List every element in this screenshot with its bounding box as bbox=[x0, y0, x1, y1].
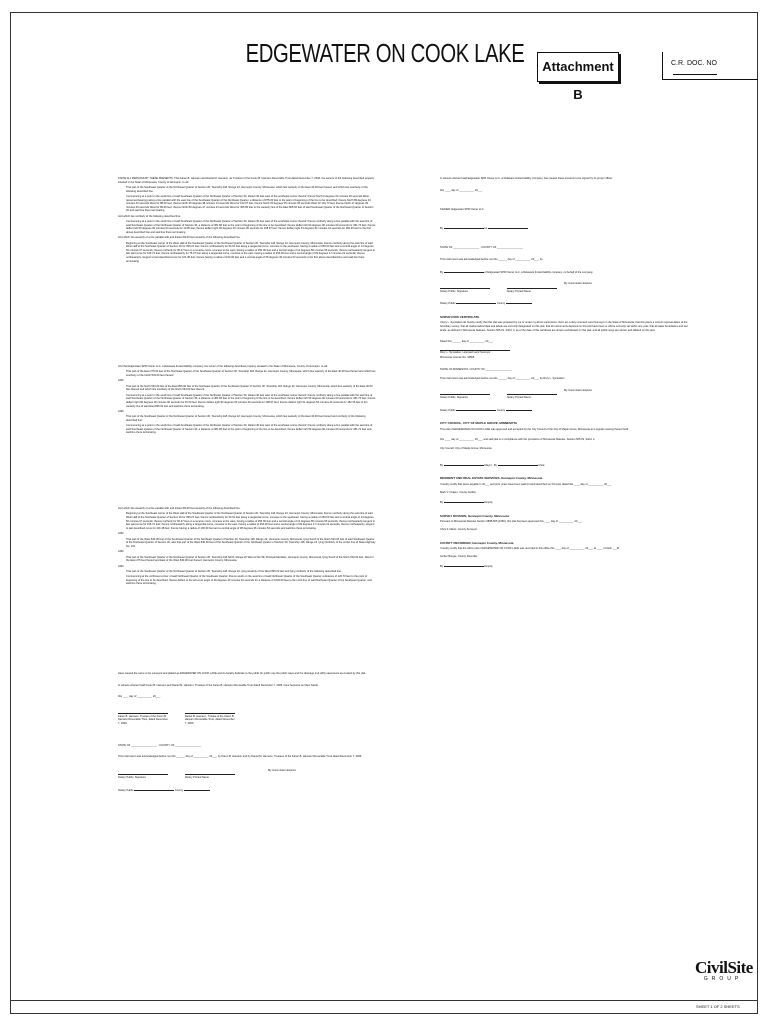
signature-daniel: Daniel M. Hamann, Trustee of the Karen B. Hamann Revocable Trust, dated December 7, 2006. bbox=[184, 714, 235, 725]
legal-paragraph: That part of the Southeast Quarter of the Northeast Quarter of Section 30, Township 118, Range 22, lying westerly of the West 805.00 feet and lying northerly of the following described line: bbox=[126, 569, 342, 573]
and-label: AND bbox=[118, 379, 124, 383]
recorder-heading: COUNTY RECORDER, Hennepin County, Minnesota bbox=[440, 540, 514, 545]
license-number: Minnesota License No. 44565 bbox=[440, 356, 475, 360]
and-label: AND bbox=[118, 564, 124, 568]
notary-public-label: Notary Public bbox=[440, 408, 456, 412]
by-label: By bbox=[440, 226, 444, 230]
legal-paragraph: That part of the North 543.00 feet of the East 805.00 feet of the Northeast Quarter of the Southeast Quarter of Section 30, Township 118, Range 22, Hennepin County, Minnesota, which lies westerly of the East 40.00 feet thereof and which lies southerly of the North 543.00 feet thereof. bbox=[126, 384, 373, 392]
legal-paragraph: That part of the Southeast Quarter of the Northeast Quarter of Section 30, Township 118, Range 22, Hennepin County, Minnesota, which lies westerly of the East 40.00 feet thereof, and which lies southerly of the following described line: bbox=[126, 185, 368, 193]
footer-divider bbox=[10, 1000, 758, 1001]
legal-paragraph: Commencing at a point in the south line of said Southeast Quarter of the Northeast Quarter of Section 30, distant 40 feet west of the southeast corner thereof; thence northerly along a line parallel with the east line of said Southeast Quarter of the Northeast Quarter of Section 30, a distance of 381.86 feet to the point of beginning of the line to be described; thence deflect left 90 degrees 00 minutes 00 seconds for 181.70 feet; thence deflect left 90 degrees 00 minutes 00 seconds for 10.00 feet; thence deflect right 90 degrees 00 minutes 00 seconds for 198.97 feet; thence deflect right 51 degrees 54 minutes 44 seconds for 182.36 feet to the first above described line and said line there terminating. bbox=[126, 220, 376, 234]
state-county-line: STATE OF MINNESOTA, COUNTY OF __________________ bbox=[440, 367, 512, 371]
plat-title: EDGEWATER ON COOK LAKE bbox=[245, 38, 525, 68]
county-surveyor: Chris F. Mavis, County Surveyor bbox=[440, 527, 478, 531]
city-council-heading: CITY COUNCIL, CITY OF MAPLE GROVE, MINNESOTA bbox=[440, 421, 518, 426]
notary-printed-name: Notary Printed Name bbox=[185, 774, 235, 780]
and-label: AND bbox=[118, 550, 124, 554]
acknowledgment-cont: of Edgewater SPR Owner LLC, a Delaware limited liability company, on behalf of the company. bbox=[484, 270, 594, 274]
recorder-name: Amber Bougie, County Recorder bbox=[440, 554, 478, 558]
surveyor-certificate: I Rory L. Synstelien do hereby certify that this plat was prepared by me or under my direct supervision; that I am a duly Licensed Land Surveyor in the State of Minnesota; that this plat is a correct representation of the boundary survey; that all mathematical data and labels are correctly designated on this plat; that all monuments depicted on this plat have been or will be correctly set within one year; that all water boundaries and wet lands, as defined in Minnesota Statutes, Section 505.01, Subd. 3, as of the date of this certificate are shown and labeled on this plat; and all public ways are shown and labeled on this plat. bbox=[440, 321, 688, 332]
notary-printed-name: Notary Printed Name bbox=[507, 288, 557, 294]
by-label: By bbox=[440, 270, 444, 274]
dated-line: Dated this ______ day of __________, 20___. bbox=[440, 340, 494, 344]
sheet-number: SHEET 1 OF 2 SHEETS bbox=[696, 1004, 740, 1009]
notary-signature: Notary Public, Signature bbox=[440, 288, 490, 294]
surveyor-heading: SURVEYORS CERTIFICATE bbox=[440, 314, 480, 319]
owner-two-column bbox=[118, 365, 376, 437]
recorder-text: I hereby certify that the within plat of EDGEWATER ON COOK LAKE was recorded in this office this ____ day of __________, 20___, at ____ o'Clock ___M. bbox=[440, 547, 620, 551]
notary-printed-name: Notary Printed Name bbox=[507, 394, 557, 400]
legal-paragraph: That part of the West 840.00 feet of the Southeast Quarter of the Northeast Quarter of Section 30, Township 118, Range 22, Hennepin County, Minnesota, lying South of the North 543.00 feet of said Southeast Quarter of the Northeast Quarter of Section 30, also that part of the West 840.00 feet of the Southeast Quarter of the Northeast Quarter of Section 30, Township 118, Range 22, lying Northerly of the center line of State Highway No. 101. bbox=[126, 537, 376, 548]
civilsite-logo bbox=[695, 958, 751, 982]
legal-paragraph: And which lies westerly of a line parallel with and distant 83.00 feet westerly of the following described line: bbox=[118, 507, 241, 510]
legal-paragraph: And that Edgewater SPR Owner LLC, a Delaware limited liability company, fee owner of the following described property situated in the State of Minnesota, County of Hennepin, to wit: bbox=[118, 365, 328, 368]
by-label: By bbox=[493, 463, 497, 467]
by-label: By bbox=[440, 565, 444, 569]
legal-paragraph: Beginning at the Southeast corner of the West Half of the Southeast Quarter of the Northeast Quarter of Section 30, Township 118, Range 22, Hennepin County, Minnesota; thence northerly along the east line of said West Half of the Northeast Quarter of Section 30 for 935.21 feet; thence northeasterly for 64.91 feet along a tangential curve, concave to the southeast, having a radius of 250.00 feet and a central angle of 14 degrees 50 minutes 07 seconds; thence northerly for 90.47 feet on a reverse curve, concave to the west, having a radius of 250.00 feet and a central angle of 14 degrees 55 minutes 55 seconds; thence northeasterly tangent to last said curve for 106.74 feet; thence northeasterly for 76.07 feet along a tangential curve, concave to the east, having a radius of 250.00 feet and a central angle of 09 degrees 17 minutes 22 seconds; thence northeasterly, tangent to last described curve for 101.38 feet; thence having a radius of 100.00 feet and a central angle of 08 degrees 36 minutes 52 seconds to the first above described line and said line there terminating. bbox=[126, 241, 375, 263]
county-label: County bbox=[496, 302, 506, 306]
notary-public-label: Notary Public bbox=[440, 302, 456, 306]
city-council-text: This plat of EDGEWATER ON COOK LAKE was approved and accepted by the City Council of the City of Maple Grove, Minnesota at a regular meeting thereof held bbox=[440, 428, 629, 432]
commission-expires: My Commission Expires bbox=[268, 768, 296, 772]
notary-public-label: Notary Public bbox=[118, 788, 134, 792]
acknowledgment: This instrument was acknowledged before me this ______ day of __________, 20___, by bbox=[440, 257, 543, 261]
surveyor-name: Rory L. Synstelien, Licensed Land Surveyor bbox=[440, 350, 491, 354]
notary-signature: Notary Public, Signature bbox=[118, 774, 168, 780]
and-label: AND bbox=[118, 532, 124, 536]
legal-paragraph: Commencing at a point in the south line of said Southeast Quarter of the Northeast Quarter of Section 30, distant 40 feet west of the southeast corner thereof; thence northerly along a line parallel with the east line of said Southeast Quarter of the Northeast Quarter of Section 30, a distance of 381.86 feet to the point of beginning of the line to be described; thence deflect left 90 degrees 00 minutes 00 seconds for 181.70 feet and said line there terminating. bbox=[126, 424, 373, 435]
county-label: County bbox=[496, 408, 506, 412]
corporate-column bbox=[440, 177, 688, 571]
signed-by: SIGNED: Edgewater SPR Owner LLC bbox=[440, 208, 484, 212]
state-county-line: STATE OF __________________ , COUNTY OF __________________ bbox=[118, 743, 202, 747]
and-label: AND bbox=[118, 409, 124, 413]
owner-signatures bbox=[118, 672, 376, 794]
commission-expires: My Commission Expires bbox=[564, 388, 592, 392]
witness-statement: In witness whereof said Karen B. Hamann and Daniel M. Hamann, Trustees of the Karen B. Hamann Revocable Trust dated December 7, 2006, have hereunto set their hands bbox=[118, 683, 318, 687]
date-line: this ____ day of __________, 20___. bbox=[118, 695, 161, 699]
acknowledgment: This instrument was acknowledged before me this ______ day of __________, 20___, by Rory L. Synstelien bbox=[440, 377, 565, 381]
legal-paragraph: Commencing at a point in the south line of said Southeast Quarter of the Northeast Quarter of Section 30, distant 40 feet west of the southeast corner thereof; thence North 0 degrees 04 minutes 00 seconds West (assumed bearing) along a line parallel with the east line of the Southeast Quarter of the Northeast Quarter, a distance of 875.00 feet to the point of beginning of the line to be described; thence North 89 degrees 44 minutes 43 seconds West for 88.00 feet; thence North 35 degrees 38 minutes 13 seconds West for 133.07 feet; thence North 33 degrees 05 minutes 06 seconds West for 101.73 feet; thence North 47 degrees 09 minutes 09 seconds West for 89.09 feet; thence North 89 degrees 47 minutes 04 seconds West for 455.96 feet to the westerly line of the East 805.00 feet of said Southeast Quarter of the Northeast Quarter of Section 30 and said line there terminating. bbox=[126, 194, 374, 213]
its-label: Its bbox=[484, 226, 488, 230]
cr-doc-label: C.R. DOC. NO bbox=[671, 60, 717, 67]
acknowledgment: This instrument was acknowledged before me this ______ day of __________, 20___, by Karen B. Hamann and by Daniel M. Hamann, Trustees of the Karen B. Hamann Revocable Trust dated December 7, 2006. bbox=[118, 755, 363, 759]
signature-karen: Karen B. Hamann, Trustee of the Karen B. Hamann Revocable Trust, dated December 7, 2006. bbox=[118, 714, 168, 725]
legal-paragraph: And which lies westerly of a line parallel with and distant 83.00 feet westerly of the following described line: bbox=[118, 236, 241, 240]
corporate-witness: In witness whereof said Edgewater SPR Owner LLC, a Delaware limited liability company, has caused these presents to be signed by its proper officer bbox=[440, 177, 613, 180]
county-label: County bbox=[174, 788, 184, 792]
legal-paragraph: Beginning at the Southeast corner of the West Half of the Southeast Quarter of the Northeast Quarter of Section 30, Township 118, Range 22, Hennepin County, Minnesota; thence northerly along the east line of said West Half of the Northeast Quarter of Section 30 for 935.21 feet; thence northeasterly for 64.91 feet along a tangential curve, concave to the southeast, having a radius of 250.00 feet and a central angle of 14 degrees 50 minutes 07 seconds; thence northerly for 90.47 feet on a reverse curve, concave to the west, having a radius of 250.00 feet and a central angle of 14 degrees 55 minutes 55 seconds; thence northeasterly tangent to last said curve for 106.74 feet; thence northeasterly along a tangential curve, concave to the east, having a radius of 250.00 feet and a central angle of 09 degrees 17 minutes 22 seconds; thence northeasterly, tangent to last described curve for 101.38 feet; thence having a radius of 100.00 feet and a central angle of 08 degrees 36 minutes 52 seconds and said line there terminating. bbox=[126, 512, 375, 530]
resident-text: I hereby certify that taxes payable in 20___ and prior years have been paid for land described on this plat, dated this ____ day of __________, 20___. bbox=[440, 483, 613, 487]
legal-paragraph: That part of the Southeast Quarter of the Northeast Quarter of Section 30, Township 118, Range 22, Hennepin County, Minnesota, which lies westerly of the East 40.00 feet thereof and northerly of the following described line: bbox=[126, 415, 366, 422]
dedication-intro: KNOW ALL PERSONS BY THESE PRESENTS: That Karen B. Hamann and Daniel M. Hamann, as Trustees of the Karen B. Hamann Revocable Trust dated December 7, 2006, the owners of the following described property situated in the State of Minnesota, County of Hennepin, to wit: bbox=[118, 177, 375, 184]
auditor-name: Mark V. Chapin, County Auditor bbox=[440, 490, 477, 494]
deputy-label: Deputy bbox=[484, 501, 493, 505]
city-council-label: City Council, City of Maple Grove, Minnesota bbox=[440, 447, 492, 451]
attachment-label: Attachment B bbox=[537, 52, 619, 82]
legal-paragraph: And which lies northerly of the following described line: bbox=[118, 214, 181, 218]
dedication-statement: Have caused the same to be surveyed and platted as EDGEWATER ON COOK LAKE and do hereby dedicate to the public for public use the public ways and the drainage and utility easements as created by this plat. bbox=[118, 672, 366, 675]
city-council-text-2: this ____ day of __________, 20___, and said plat is in compliance with the provisions of Minnesota Statutes, Section 505.03, Subd. 2. bbox=[440, 437, 596, 441]
commission-expires: My Commission Expires bbox=[564, 282, 592, 286]
legal-paragraph: That part of the Southeast Quarter of the Northeast Quarter of Section 30, Township 118 North, Range 22 West of the 5th Principal Meridian, Hennepin County, Minnesota, lying South of the North 543.00 feet, West of the East 275 feet thereof and East of the West 840.00 feet thereof, Hennepin County, Minnesota. bbox=[126, 555, 374, 563]
logo-wordmark: CivilSite bbox=[695, 958, 753, 977]
notary-signature: Notary Public, Signature bbox=[440, 394, 490, 400]
legal-paragraph: That part of the East 275.00 feet of the Northeast Quarter of the Southeast Quarter of Section 30, Township 118, Range 22, Hennepin County, Minnesota, which lies westerly of the East 40.00 feet thereof and which lies southerly of the North 543.00 feet thereof. bbox=[126, 370, 376, 377]
owner-two-column-cont bbox=[118, 507, 376, 588]
cr-doc-number bbox=[662, 52, 758, 80]
resident-heading: RESIDENT AND REAL ESTATE SERVICES, Hennepin County, Minnesota bbox=[440, 476, 543, 481]
clerk-label: Clerk bbox=[538, 463, 545, 467]
date-line: this ____ day of __________, 20___. bbox=[440, 188, 483, 192]
dedication-column bbox=[118, 177, 376, 265]
legal-paragraph: Commencing at the northwest corner of said Northeast Quarter of the Southeast Quarter; thence south on the west line of said Northeast Quarter of the Southeast Quarter a distance of 120.70 feet to the point of beginning of the line to be described; thence deflect to the left at an angle of 90 degrees 49 minutes 40 seconds for a distance of 1049.00 feet to the north line of said Northeast Quarter of the Southeast Quarter, and said line there terminating. bbox=[126, 575, 372, 586]
state-county-line: STATE OF __________________ , COUNTY OF __________________ bbox=[440, 246, 524, 250]
survey-division-heading: SURVEY DIVISION, Hennepin County, Minnesota bbox=[440, 513, 510, 518]
by-label: By bbox=[440, 501, 444, 505]
by-label: By bbox=[440, 463, 444, 467]
deputy-label: Deputy bbox=[484, 565, 493, 569]
mayor-label: Mayor bbox=[484, 463, 492, 467]
logo-subtitle: GROUP bbox=[703, 976, 743, 982]
legal-paragraph: Commencing at a point in the south line of said Southeast Quarter of the Northeast Quarter of Section 30, distant 40 feet west of the southeast corner thereof; thence northerly along a line parallel with the east line of said Southeast Quarter of the Northeast Quarter of Section 30, a distance of 381.86 feet to the point of beginning of the line to be described; thence deflect left 90 degrees 00 minutes 00 seconds for 181.70 feet; thence deflect right 90 degrees 00 minutes 00 seconds for 10.00 feet; thence deflect right 90 degrees 00 minutes 00 seconds for 198.97 feet; thence deflect right 51 degrees 54 minutes 44 seconds for 182.36 feet to the westerly line of said East 805.00 feet and said line there terminating. bbox=[126, 393, 376, 408]
survey-division-text: Pursuant to Minnesota Statutes Section 383B.565 (1969), this plat has been approved this ____ day of __________, 20___. bbox=[440, 520, 583, 524]
